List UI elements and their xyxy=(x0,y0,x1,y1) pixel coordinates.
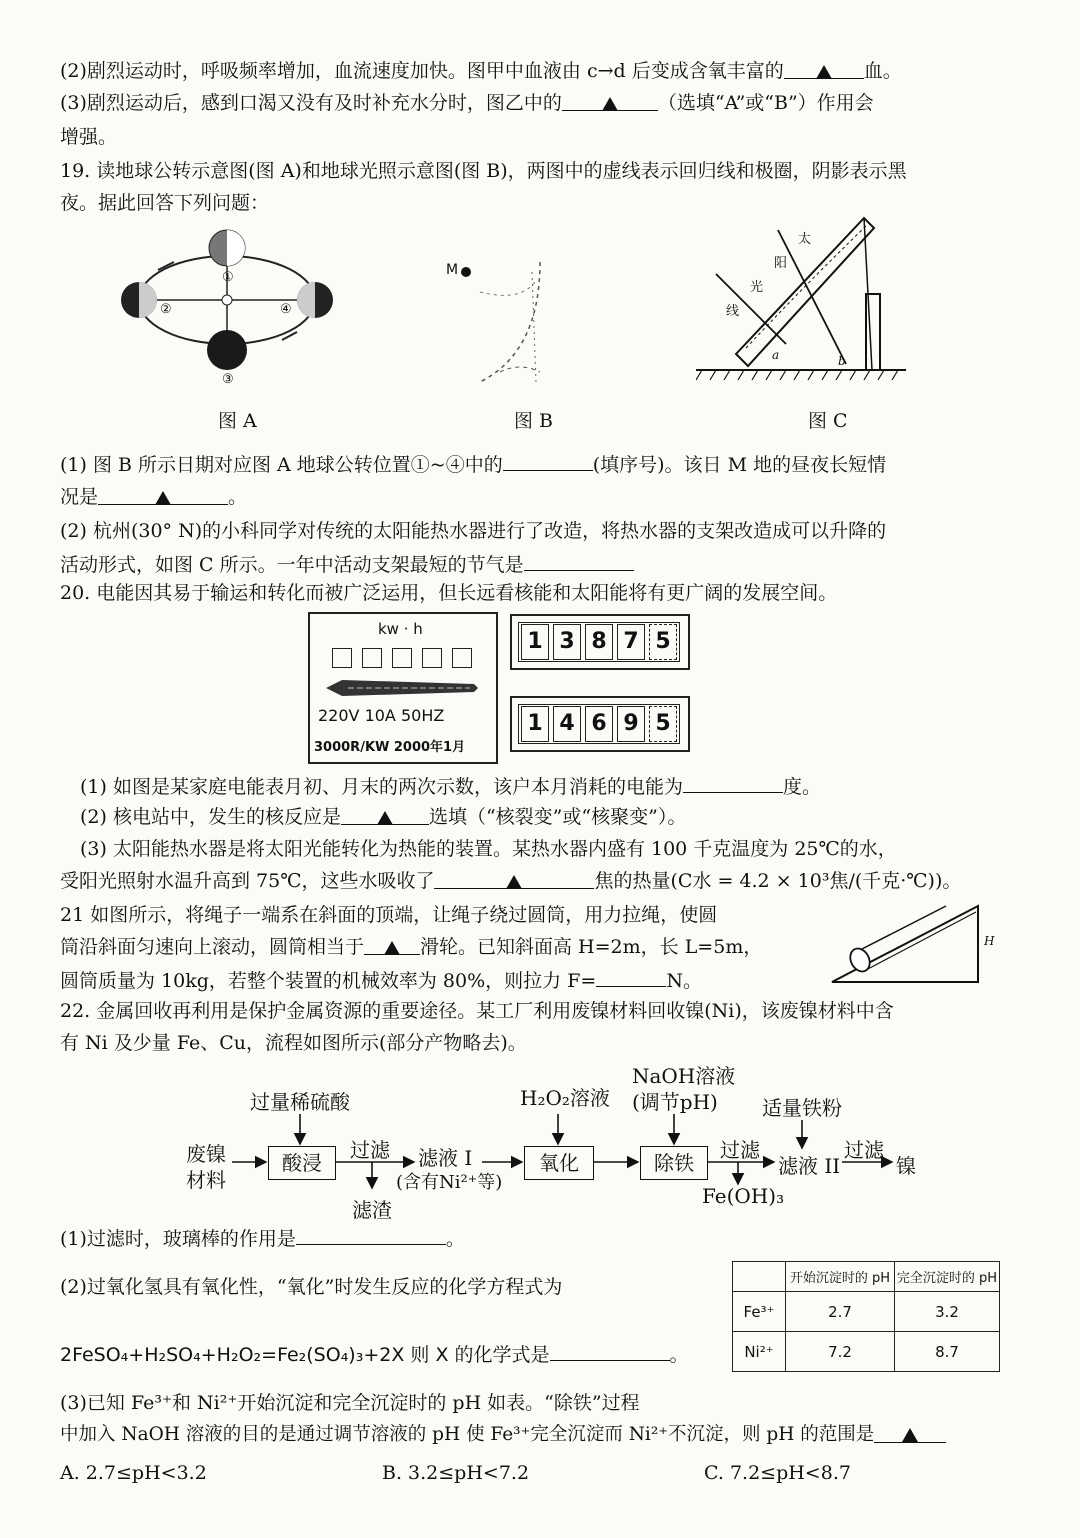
option-c[interactable]: C. 7.2≤pH<8.7 xyxy=(704,1462,851,1484)
q20-part1: (1) 如图是某家庭电能表月初、月末的两次示数，该户本月消耗的电能为 度。 xyxy=(80,770,821,802)
q18-part3-cont: 增强。 xyxy=(60,126,118,148)
position-label: ① xyxy=(222,270,234,285)
q22-equation: 2FeSO₄+H₂SO₄+H₂O₂=Fe₂(SO₄)₃+2X 则 X 的化学式是 。 xyxy=(60,1338,689,1370)
point-m-label: M xyxy=(446,262,459,278)
answer-blank[interactable] xyxy=(596,964,666,987)
answer-blank[interactable] xyxy=(524,548,634,571)
triangle-marker-icon xyxy=(377,811,393,825)
q18-part3: (3)剧烈运动后，感到口渴又没有及时补充水分时，图乙中的 （选填“A”或“B”）作用会 xyxy=(60,88,874,118)
reading-digit: 7 xyxy=(617,624,645,660)
q20-part3: (3) 太阳能热水器是将太阳光能转化为热能的装置。某热水器内盛有 100 千克温度为 25℃的水， xyxy=(80,838,897,860)
table-cell: Fe³⁺ xyxy=(733,1292,786,1332)
electricity-meter xyxy=(308,612,498,764)
position-label: ③ xyxy=(222,372,234,387)
reading-digit: 9 xyxy=(617,706,645,742)
filtrate-2: 滤液 II xyxy=(778,1154,841,1178)
position-label: ④ xyxy=(280,302,292,317)
table-row xyxy=(733,1292,1000,1332)
height-label: H xyxy=(984,934,995,948)
triangle-marker-icon xyxy=(816,65,832,79)
reading-digit: 6 xyxy=(585,706,613,742)
meter-reading-end xyxy=(510,696,690,752)
angle-b-label: b xyxy=(838,354,846,368)
reading-decimal-digit: 5 xyxy=(649,706,677,742)
triangle-marker-icon xyxy=(155,491,171,505)
precipitate-label: Fe(OH)₃ xyxy=(702,1184,785,1208)
q19-intro: 19. 读地球公转示意图(图 A)和地球光照示意图(图 B)，两图中的虚线表示回归线和极圈，阴影表示黑 xyxy=(60,160,907,182)
filtrate-1: 滤液 I xyxy=(418,1146,473,1170)
answer-blank[interactable] xyxy=(434,866,594,889)
table-cell: 3.2 xyxy=(895,1292,1000,1332)
triangle-marker-icon xyxy=(602,97,618,111)
q19-part2-cont: 活动形式，如图 C 所示。一年中活动支架最短的节气是 xyxy=(60,548,634,580)
reading-digit: 1 xyxy=(521,624,549,660)
answer-blank[interactable] xyxy=(874,1420,946,1443)
meter-digit-window xyxy=(392,648,412,668)
q22-part3: (3)已知 Fe³⁺和 Ni²⁺开始沉淀和完全沉淀时的 pH 如表。“除铁”过程 xyxy=(60,1392,640,1414)
q22-intro-cont: 有 Ni 及少量 Fe、Cu，流程如图所示(部分产物略去)。 xyxy=(60,1032,527,1054)
q19-part1-cont: 况是 。 xyxy=(60,482,247,512)
triangle-marker-icon xyxy=(506,875,522,889)
answer-blank[interactable] xyxy=(503,448,593,471)
q20-intro: 20. 电能因其易于输运和转化而被广泛运用，但长远看核能和太阳能将有更广阔的发展空间。 xyxy=(60,582,838,604)
answer-blank[interactable] xyxy=(364,932,420,955)
table-header xyxy=(733,1262,786,1292)
figure-b-illumination xyxy=(440,252,570,392)
answer-blank[interactable] xyxy=(550,1338,670,1361)
figure-c-caption: 图 C xyxy=(808,410,848,432)
q21-line1: 21 如图所示，将绳子一端系在斜面的顶端，让绳子绕过圆筒，用力拉绳，使圆 xyxy=(60,904,718,926)
reading-digit: 1 xyxy=(521,706,549,742)
filtrate-1-note: (含有Ni²⁺等) xyxy=(396,1172,503,1193)
table-header: 完全沉淀时的 pH xyxy=(895,1262,1000,1292)
flow-arrows xyxy=(0,1100,1080,1200)
meter-disc-icon xyxy=(324,678,480,698)
incline-figure xyxy=(826,898,986,986)
table-cell: Ni²⁺ xyxy=(733,1332,786,1372)
q22-part2: (2)过氧化氢具有氧化性，“氧化”时发生反应的化学方程式为 xyxy=(60,1276,563,1298)
reagent-acid: 过量稀硫酸 xyxy=(250,1090,350,1114)
triangle-marker-icon xyxy=(902,1428,918,1442)
meter-spec: 220V 10A 50HZ xyxy=(318,706,445,725)
step-acid-leach: 酸浸 xyxy=(268,1146,336,1180)
q22-part3-cont: 中加入 NaOH 溶液的目的是通过调节溶液的 pH 使 Fe³⁺完全沉淀而 Ni²⁺不沉淀，则 pH 的范围是 xyxy=(60,1420,946,1450)
reading-digit: 3 xyxy=(553,624,581,660)
reading-decimal-digit: 5 xyxy=(649,624,677,660)
position-label: ② xyxy=(160,302,172,317)
reading-digit: 4 xyxy=(553,706,581,742)
table-cell: 8.7 xyxy=(895,1332,1000,1372)
q19-intro-cont: 夜。据此回答下列问题： xyxy=(60,192,270,214)
step-iron-removal: 除铁 xyxy=(640,1146,708,1180)
ph-table xyxy=(732,1261,1000,1372)
table-cell: 7.2 xyxy=(786,1332,895,1372)
filter-label: 过滤 xyxy=(350,1138,390,1162)
meter-reading-start xyxy=(510,614,690,670)
reagent-iron: 适量铁粉 xyxy=(762,1096,842,1120)
table-row xyxy=(733,1332,1000,1372)
sunlight-label: 光 xyxy=(750,280,764,295)
step-oxidize: 氧化 xyxy=(524,1146,594,1180)
answer-blank[interactable] xyxy=(98,482,228,505)
reagent-naoh-note: (调节pH) xyxy=(632,1090,718,1114)
filter-label: 过滤 xyxy=(720,1138,760,1162)
q18-part2: (2)剧烈运动时，呼吸频率增加，血流速度加快。图甲中血液由 c→d 后变成含氧丰富的 血。 xyxy=(60,56,902,86)
option-a[interactable]: A. 2.7≤pH<3.2 xyxy=(60,1462,207,1484)
q22-intro: 22. 金属回收再利用是保护金属资源的重要途径。某工厂利用废镍材料回收镍(Ni)，该废镍材料中含 xyxy=(60,1000,894,1022)
answer-blank[interactable] xyxy=(296,1222,446,1245)
start-material-2: 材料 xyxy=(186,1168,226,1192)
meter-spec-2: 3000R/KW 2000年1月 xyxy=(314,740,466,755)
figure-b-caption: 图 B xyxy=(514,410,554,432)
q20-part2: (2) 核电站中，发生的核反应是 选填（“核裂变”或“核聚变”）。 xyxy=(80,802,686,832)
answer-blank[interactable] xyxy=(341,802,429,825)
meter-digit-window xyxy=(422,648,442,668)
q20-part3-cont: 受阳光照射水温升高到 75℃，这些水吸收了 焦的热量(C水 = 4.2 × 10³焦/(千克·℃))。 xyxy=(60,866,961,896)
triangle-marker-icon xyxy=(384,941,400,955)
reagent-h2o2: H₂O₂溶液 xyxy=(520,1086,610,1110)
meter-digit-window xyxy=(332,648,352,668)
q22-part1: (1)过滤时，玻璃棒的作用是 。 xyxy=(60,1222,465,1254)
option-b[interactable]: B. 3.2≤pH<7.2 xyxy=(382,1462,530,1484)
filter-label: 过滤 xyxy=(844,1138,884,1162)
table-header: 开始沉淀时的 pH xyxy=(786,1262,895,1292)
q21-line2: 筒沿斜面匀速向上滚动，圆筒相当于 滑轮。已知斜面高 H=2m，长 L=5m， xyxy=(60,932,762,962)
product-label: 镍 xyxy=(896,1154,916,1178)
start-material-1: 废镍 xyxy=(186,1142,226,1166)
sunlight-label: 阳 xyxy=(774,256,788,271)
q19-part2: (2) 杭州(30° N)的小科同学对传统的太阳能热水器进行了改造，将热水器的支架改造成可以升降的 xyxy=(60,520,887,542)
reading-digit: 8 xyxy=(585,624,613,660)
reagent-naoh: NaOH溶液 xyxy=(632,1064,736,1088)
figure-a-orbit xyxy=(112,222,342,392)
angle-a-label: a xyxy=(772,348,780,362)
answer-blank[interactable] xyxy=(562,88,658,111)
meter-digit-window xyxy=(362,648,382,668)
meter-digit-window xyxy=(452,648,472,668)
q21-line3: 圆筒质量为 10kg，若整个装置的机械效率为 80%，则拉力 F= N。 xyxy=(60,964,702,996)
sunlight-label: 太 xyxy=(798,232,812,247)
answer-blank[interactable] xyxy=(683,770,783,793)
meter-unit: kw · h xyxy=(378,620,423,638)
sunlight-label: 线 xyxy=(726,304,740,319)
residue-label: 滤渣 xyxy=(352,1198,392,1222)
q19-part1: (1) 图 B 所示日期对应图 A 地球公转位置①~④中的 (填序号)。该日 M 地的昼夜长短情 xyxy=(60,448,886,480)
table-cell: 2.7 xyxy=(786,1292,895,1332)
answer-blank[interactable] xyxy=(784,56,864,79)
figure-a-caption: 图 A xyxy=(218,410,257,432)
